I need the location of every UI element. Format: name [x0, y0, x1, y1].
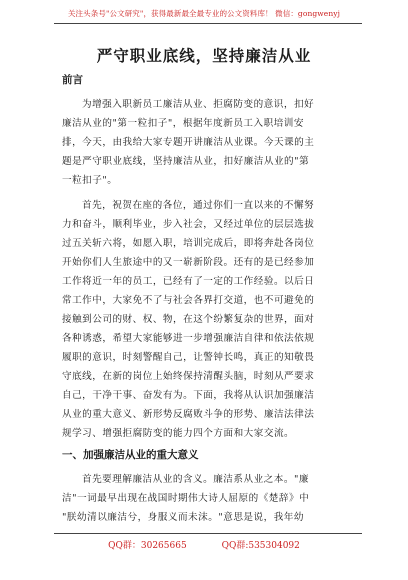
section1-heading: 一、加强廉洁从业的重大意义	[62, 449, 199, 461]
paragraph-line: 工作将近一年的员工，已经有了一定的工作经验。以后日	[62, 276, 315, 287]
paragraph-line: "朕幼清以廉洁兮，身服义而未沫。"意思是说，我年幼	[62, 512, 304, 523]
paragraph-line: 守底线，在新的岗位上始终保持清醒头脑，时刻从严要求	[62, 371, 315, 382]
paragraph-line: 为增强入职新员工廉洁从业、拒腐防变的意识，扣好	[82, 99, 315, 110]
paragraph-line: 过五关斩六将，如愿入职，培训完成后，即将奔赴各岗位	[62, 238, 315, 249]
paragraph-line: 常工作中，大家免不了与社会各界打交道，也不可避免的	[62, 295, 315, 306]
paragraph-line: 廉洁从业的"第一粒扣子"，根据年度新员工入职培训安	[62, 118, 304, 129]
footer	[0, 538, 408, 551]
paragraph-line: 从业的重大意义、新形势反腐败斗争的形势、廉洁法律法	[62, 409, 315, 420]
paragraph-line: 排，今天，由我给大家专题开讲廉洁从业课。今天课的主	[62, 137, 315, 148]
paragraph-line: 力和奋斗，顺利毕业，步入社会，又经过单位的层层选拔	[62, 219, 315, 230]
paragraph-line: 洁"一词最早出现在战国时期伟大诗人屈原的《楚辞》中	[62, 493, 310, 504]
footer-qq-group-1: QQ群：30265665	[108, 541, 187, 551]
paragraph-line: 一粒扣子"。	[62, 175, 118, 186]
paragraph-line: 首先要理解廉洁从业的含义。廉洁系从业之本。"廉	[82, 474, 309, 485]
footer-qq-group-2: QQ群:535304092	[221, 541, 300, 551]
paragraph-line: 各种诱惑，希望大家能够进一步增强廉洁自律和依法依规	[62, 333, 315, 344]
document-title: 严守职业底线，坚持廉洁从业	[96, 46, 312, 65]
paragraph-line: 接触到公司的财、权、物，在这个纷繁复杂的世界，面对	[62, 314, 315, 325]
paragraph-line: 自己，干净干事、奋发有为。下面，我将从认识加强廉洁	[62, 390, 315, 401]
header-promo: 关注头条号"公文研究"，获得最新最全最专业的公文资料库！ 微信：gongwenyj	[67, 9, 341, 18]
preface-heading: 前言	[62, 74, 83, 86]
paragraph-line: 题是严守职业底线，坚持廉洁从业，扣好廉洁从业的"第	[62, 156, 310, 167]
paragraph-line: 履职的意识，时刻警醒自己，让警钟长鸣，真正的知敬畏	[62, 352, 315, 363]
header-divider	[54, 23, 362, 24]
footer-divider	[54, 533, 362, 534]
paragraph-line: 首先，祝贺在座的各位，通过你们一直以来的不懈努	[82, 200, 315, 211]
paragraph-line: 开始你们人生旅途中的又一崭新阶段。还有的是已经参加	[62, 257, 315, 268]
paragraph-line: 规学习、增强拒腐防变的能力四个方面和大家交流。	[62, 428, 295, 439]
